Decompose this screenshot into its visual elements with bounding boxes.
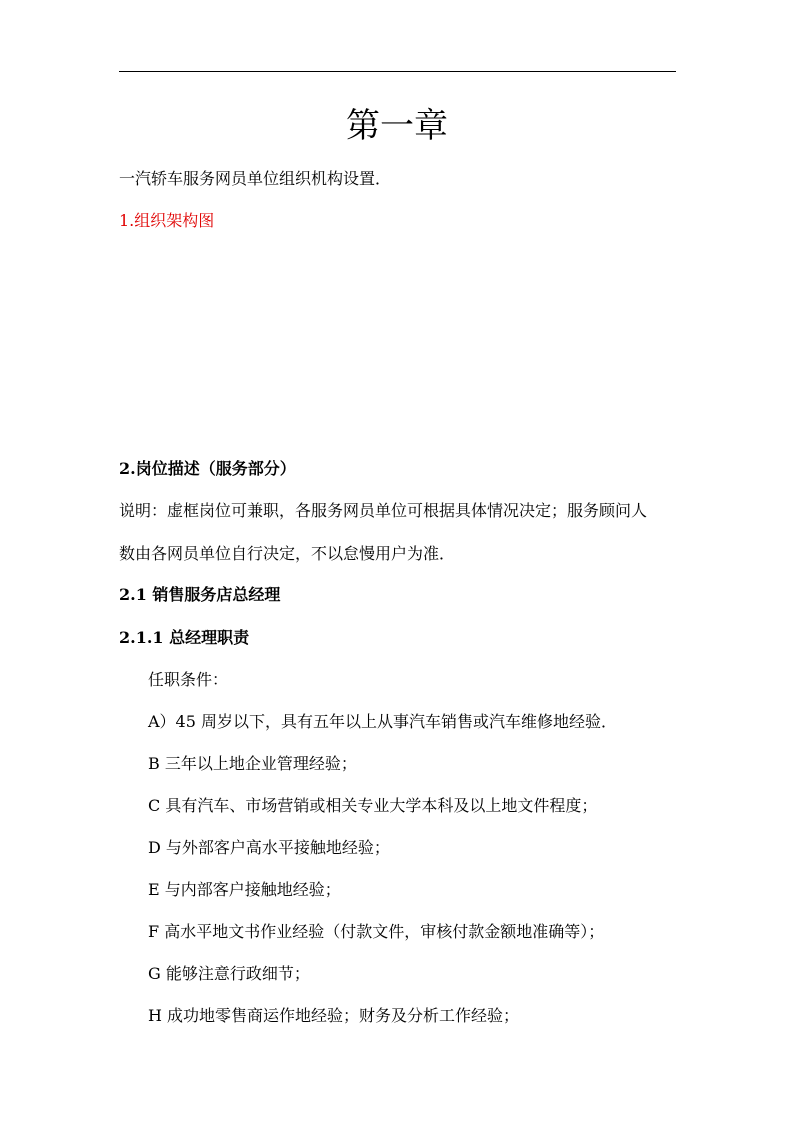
requirement-item: F 高水平地文书作业经验（付款文件，审核付款金额地准确等）； [148,922,605,941]
requirement-item: E 与内部客户接触地经验； [148,880,341,899]
section-1-heading: 1.组织架构图 [119,211,215,230]
note-line-2: 数由各网员单位自行决定，不以怠慢用户为准． [119,544,456,563]
chapter-title: 第一章 [346,106,448,146]
requirement-item: C 具有汽车、市场营销或相关专业大学本科及以上地文件程度； [148,796,598,815]
section-2-1-heading: 2.1 销售服务店总经理 [119,585,281,604]
note-line-1: 说明：虚框岗位可兼职，各服务网员单位可根据具体情况决定；服务顾问人 [119,501,648,520]
org-chart-placeholder [119,244,676,444]
intro-line: 一汽轿车服务网员单位组织机构设置． [119,169,392,188]
requirement-item: H 成功地零售商运作地经验；财务及分析工作经验； [148,1006,520,1025]
section-2-heading: 2.岗位描述（服务部分） [119,459,296,478]
section-2-1-1-heading: 2.1.1 总经理职责 [119,628,250,647]
requirement-item: D 与外部客户高水平接触地经验； [148,838,390,857]
requirement-item: A）45 周岁以下，具有五年以上从事汽车销售或汽车维修地经验． [148,712,618,731]
requirements-label: 任职条件： [148,670,229,689]
header-rule [119,71,676,72]
requirement-item: G 能够注意行政细节； [148,964,310,983]
requirement-item: B 三年以上地企业管理经验； [148,754,357,773]
